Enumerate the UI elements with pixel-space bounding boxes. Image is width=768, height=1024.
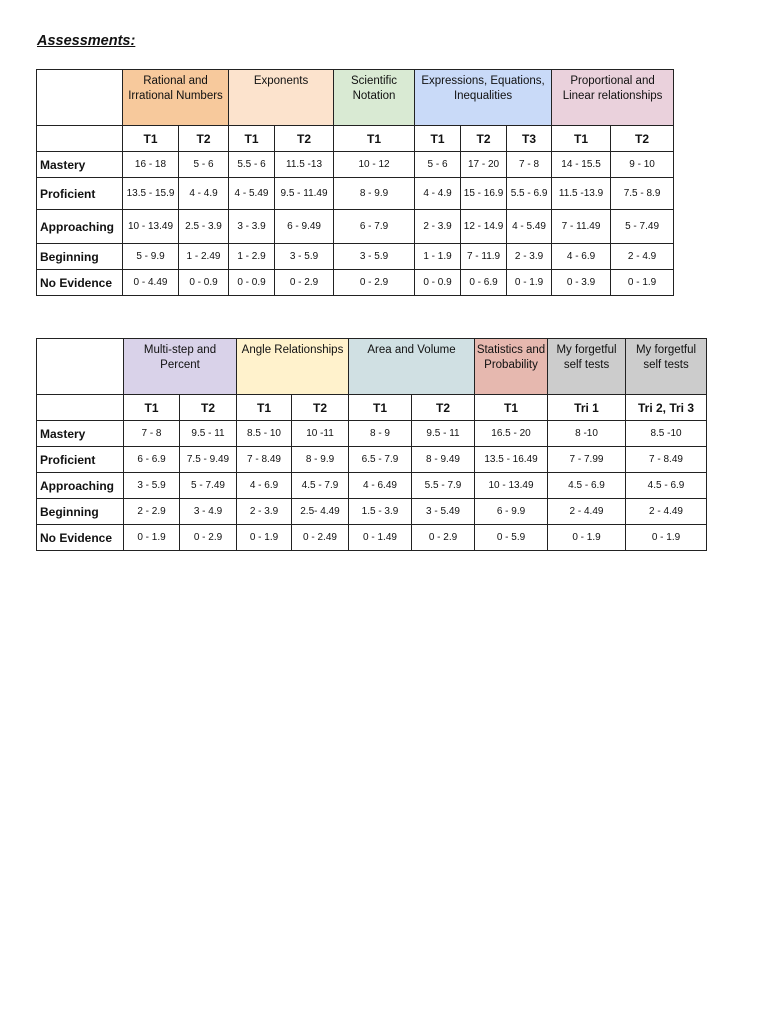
group-header: Multi-step and Percent — [124, 339, 237, 395]
table-cell: 7 - 7.99 — [548, 447, 626, 473]
table-cell: 15 - 16.9 — [461, 178, 507, 210]
table-cell: 7 - 11.9 — [461, 244, 507, 270]
table-cell: 2 - 4.9 — [611, 244, 674, 270]
table-cell: 3 - 5.49 — [412, 499, 475, 525]
subheader-cell: T1 — [349, 395, 412, 421]
table-cell: 3 - 5.9 — [124, 473, 180, 499]
group-header: Scientific Notation — [334, 70, 415, 126]
subheader-cell: T1 — [334, 126, 415, 152]
group-header: Area and Volume — [349, 339, 475, 395]
group-header: Proportional and Linear relationships — [552, 70, 674, 126]
row-label: Proficient — [37, 447, 124, 473]
table-cell: 4 - 6.49 — [349, 473, 412, 499]
table-cell: 0 - 6.9 — [461, 270, 507, 296]
group-header: Statistics and Probability — [475, 339, 548, 395]
subheader-cell: T1 — [237, 395, 292, 421]
table-cell: 6 - 6.9 — [124, 447, 180, 473]
table-cell: 3 - 5.9 — [334, 244, 415, 270]
table-cell: 10 - 13.49 — [123, 210, 179, 244]
row-label: Beginning — [37, 499, 124, 525]
row-label: No Evidence — [37, 525, 124, 551]
subheader-cell: T1 — [552, 126, 611, 152]
subheader-cell: T2 — [412, 395, 475, 421]
table-cell: 0 - 0.9 — [415, 270, 461, 296]
table-cell: 6 - 9.49 — [275, 210, 334, 244]
table-cell: 2 - 2.9 — [124, 499, 180, 525]
table-cell: 10 - 13.49 — [475, 473, 548, 499]
table-cell: 14 - 15.5 — [552, 152, 611, 178]
table-cell: 0 - 0.9 — [229, 270, 275, 296]
table-cell: 6.5 - 7.9 — [349, 447, 412, 473]
subheader-cell: T1 — [475, 395, 548, 421]
table-cell: 13.5 - 16.49 — [475, 447, 548, 473]
assessments-table-1 — [36, 69, 674, 296]
table-cell: 0 - 2.49 — [292, 525, 349, 551]
row-label: Proficient — [37, 178, 123, 210]
table-cell: 1.5 - 3.9 — [349, 499, 412, 525]
group-header: My forgetful self tests — [626, 339, 707, 395]
table-cell: 0 - 1.49 — [349, 525, 412, 551]
table-cell: 8 - 9.9 — [292, 447, 349, 473]
table-cell: 5 - 6 — [415, 152, 461, 178]
table-cell: 4 - 6.9 — [237, 473, 292, 499]
table-cell: 16.5 - 20 — [475, 421, 548, 447]
table-row — [37, 421, 707, 447]
group-header: My forgetful self tests — [548, 339, 626, 395]
table-cell: 2 - 3.9 — [237, 499, 292, 525]
table-cell: 3 - 3.9 — [229, 210, 275, 244]
table-cell: 4 - 4.9 — [179, 178, 229, 210]
table-cell: 4.5 - 7.9 — [292, 473, 349, 499]
subheader-cell: T2 — [611, 126, 674, 152]
table-cell: 0 - 3.9 — [552, 270, 611, 296]
table-cell: 4 - 5.49 — [229, 178, 275, 210]
table-cell: 4 - 4.9 — [415, 178, 461, 210]
table-cell: 0 - 1.9 — [237, 525, 292, 551]
subheader-cell: T1 — [415, 126, 461, 152]
subheader-cell: Tri 2, Tri 3 — [626, 395, 707, 421]
table-cell: 11.5 -13 — [275, 152, 334, 178]
subheader-cell: T2 — [461, 126, 507, 152]
table-cell: 17 - 20 — [461, 152, 507, 178]
table-cell: 8.5 -10 — [626, 421, 707, 447]
corner-cell — [37, 70, 123, 126]
group-header: Exponents — [229, 70, 334, 126]
table-cell: 5 - 9.9 — [123, 244, 179, 270]
subheader-cell: T2 — [292, 395, 349, 421]
group-header-row — [37, 70, 674, 126]
subheader-cell: T3 — [507, 126, 552, 152]
table-cell: 10 -11 — [292, 421, 349, 447]
table-cell: 0 - 2.9 — [275, 270, 334, 296]
subheader-blank — [37, 395, 124, 421]
table-cell: 0 - 1.9 — [507, 270, 552, 296]
table-row — [37, 178, 674, 210]
table-cell: 3 - 4.9 — [180, 499, 237, 525]
table-row — [37, 473, 707, 499]
table-cell: 2 - 4.49 — [626, 499, 707, 525]
table-row — [37, 499, 707, 525]
table-cell: 5.5 - 6.9 — [507, 178, 552, 210]
table-row — [37, 447, 707, 473]
table-cell: 7 - 8 — [124, 421, 180, 447]
table-cell: 4.5 - 6.9 — [626, 473, 707, 499]
table-cell: 7.5 - 8.9 — [611, 178, 674, 210]
subheader-cell: T1 — [123, 126, 179, 152]
table-cell: 2 - 4.49 — [548, 499, 626, 525]
table-cell: 12 - 14.9 — [461, 210, 507, 244]
table-cell: 10 - 12 — [334, 152, 415, 178]
table-cell: 8 -10 — [548, 421, 626, 447]
subheader-row — [37, 126, 674, 152]
table-cell: 7 - 11.49 — [552, 210, 611, 244]
table-cell: 0 - 1.9 — [626, 525, 707, 551]
corner-cell — [37, 339, 124, 395]
table-cell: 7 - 8 — [507, 152, 552, 178]
table-cell: 2 - 3.9 — [415, 210, 461, 244]
page-title: Assessments: — [37, 33, 136, 49]
table-cell: 0 - 1.9 — [124, 525, 180, 551]
table-cell: 1 - 2.49 — [179, 244, 229, 270]
row-label: Approaching — [37, 473, 124, 499]
table-cell: 7 - 8.49 — [626, 447, 707, 473]
row-label: Approaching — [37, 210, 123, 244]
table-row — [37, 244, 674, 270]
table-cell: 4 - 6.9 — [552, 244, 611, 270]
table-cell: 9.5 - 11 — [180, 421, 237, 447]
subheader-cell: T1 — [229, 126, 275, 152]
table-cell: 5 - 7.49 — [611, 210, 674, 244]
group-header: Rational and Irrational Numbers — [123, 70, 229, 126]
table-cell: 5 - 7.49 — [180, 473, 237, 499]
assessments-table-2 — [36, 338, 707, 551]
table-cell: 9 - 10 — [611, 152, 674, 178]
table-cell: 1 - 2.9 — [229, 244, 275, 270]
table-cell: 9.5 - 11 — [412, 421, 475, 447]
table-cell: 5.5 - 6 — [229, 152, 275, 178]
table-cell: 16 - 18 — [123, 152, 179, 178]
table-cell: 5.5 - 7.9 — [412, 473, 475, 499]
table-cell: 0 - 5.9 — [475, 525, 548, 551]
subheader-cell: Tri 1 — [548, 395, 626, 421]
table-cell: 0 - 2.9 — [180, 525, 237, 551]
table-cell: 4 - 5.49 — [507, 210, 552, 244]
table-cell: 5 - 6 — [179, 152, 229, 178]
table-cell: 8 - 9.49 — [412, 447, 475, 473]
table-cell: 7.5 - 9.49 — [180, 447, 237, 473]
table-cell: 7 - 8.49 — [237, 447, 292, 473]
table-cell: 0 - 1.9 — [548, 525, 626, 551]
table-row — [37, 152, 674, 178]
subheader-cell: T2 — [275, 126, 334, 152]
table-cell: 8 - 9.9 — [334, 178, 415, 210]
table-cell: 9.5 - 11.49 — [275, 178, 334, 210]
table-cell: 4.5 - 6.9 — [548, 473, 626, 499]
table-cell: 3 - 5.9 — [275, 244, 334, 270]
table-cell: 2.5- 4.49 — [292, 499, 349, 525]
subheader-blank — [37, 126, 123, 152]
row-label: No Evidence — [37, 270, 123, 296]
subheader-cell: T1 — [124, 395, 180, 421]
table-cell: 0 - 1.9 — [611, 270, 674, 296]
table-cell: 6 - 9.9 — [475, 499, 548, 525]
table-cell: 2 - 3.9 — [507, 244, 552, 270]
table-cell: 1 - 1.9 — [415, 244, 461, 270]
table-cell: 0 - 2.9 — [412, 525, 475, 551]
table-cell: 0 - 2.9 — [334, 270, 415, 296]
group-header-row — [37, 339, 707, 395]
table-cell: 0 - 4.49 — [123, 270, 179, 296]
table-cell: 8 - 9 — [349, 421, 412, 447]
row-label: Mastery — [37, 421, 124, 447]
subheader-row — [37, 395, 707, 421]
table-cell: 6 - 7.9 — [334, 210, 415, 244]
table-row — [37, 210, 674, 244]
table-cell: 0 - 0.9 — [179, 270, 229, 296]
subheader-cell: T2 — [180, 395, 237, 421]
table-cell: 11.5 -13.9 — [552, 178, 611, 210]
row-label: Beginning — [37, 244, 123, 270]
table-row — [37, 270, 674, 296]
table-row — [37, 525, 707, 551]
table-cell: 2.5 - 3.9 — [179, 210, 229, 244]
table-cell: 8.5 - 10 — [237, 421, 292, 447]
group-header: Angle Relationships — [237, 339, 349, 395]
row-label: Mastery — [37, 152, 123, 178]
table-cell: 13.5 - 15.9 — [123, 178, 179, 210]
group-header: Expressions, Equations, Inequalities — [415, 70, 552, 126]
subheader-cell: T2 — [179, 126, 229, 152]
